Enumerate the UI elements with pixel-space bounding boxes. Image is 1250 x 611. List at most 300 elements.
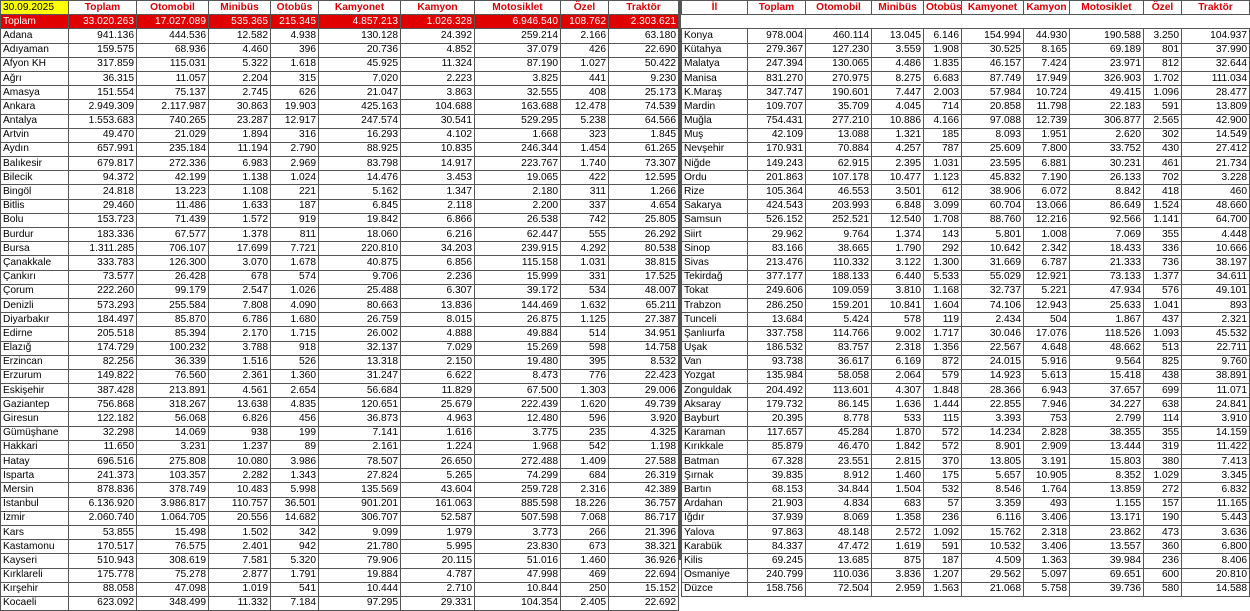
table-row xyxy=(1,284,679,298)
total-cell: 33.020.263 xyxy=(69,15,137,29)
table-row xyxy=(1,426,679,440)
table-row xyxy=(682,327,1250,341)
table-cell: 19.842 xyxy=(319,213,401,227)
table-cell: 444.536 xyxy=(137,29,209,43)
table-cell: 6.845 xyxy=(319,199,401,213)
table-cell: 572 xyxy=(924,440,962,454)
table-cell: 199 xyxy=(271,426,319,440)
table-cell: 25.609 xyxy=(962,142,1024,156)
table-cell: 21.780 xyxy=(319,540,401,554)
province-name: Yozgat xyxy=(682,369,748,383)
table-cell: 14.549 xyxy=(1182,128,1250,142)
table-cell: 12.478 xyxy=(561,100,609,114)
table-cell: 2.405 xyxy=(561,596,609,610)
table-cell: 5.758 xyxy=(1024,582,1070,596)
table-cell: 1.266 xyxy=(609,185,679,199)
table-cell: 598 xyxy=(561,341,609,355)
table-cell: 97.863 xyxy=(748,525,806,539)
table-cell: 3.099 xyxy=(924,199,962,213)
table-cell: 336 xyxy=(1144,242,1182,256)
table-cell: 529.295 xyxy=(475,114,561,128)
table-cell: 3.070 xyxy=(209,256,271,270)
table-cell: 49.739 xyxy=(609,398,679,412)
province-name: Afyon KH xyxy=(1,57,69,71)
table-cell: 787 xyxy=(924,142,962,156)
table-cell: 1.502 xyxy=(209,525,271,539)
table-cell: 1.894 xyxy=(209,128,271,142)
table-cell: 187 xyxy=(271,199,319,213)
table-cell: 2.949.309 xyxy=(69,100,137,114)
table-cell: 2.547 xyxy=(209,284,271,298)
table-cell: 7.020 xyxy=(319,71,401,85)
table-cell: 6.440 xyxy=(872,270,924,284)
table-row xyxy=(1,71,679,85)
table-cell: 6.826 xyxy=(209,412,271,426)
table-cell: 49.884 xyxy=(475,327,561,341)
province-name: Bolu xyxy=(1,213,69,227)
table-cell: 1.715 xyxy=(271,327,319,341)
table-cell: 99.179 xyxy=(137,284,209,298)
total-cell: 4.857.213 xyxy=(319,15,401,29)
table-cell: 175 xyxy=(924,469,962,483)
table-cell: 736 xyxy=(1144,256,1182,270)
table-cell: 1.968 xyxy=(475,440,561,454)
table-row xyxy=(682,483,1250,497)
table-cell: 30.525 xyxy=(962,43,1024,57)
table-cell: 2.003 xyxy=(924,86,962,100)
table-cell: 4.166 xyxy=(924,114,962,128)
table-cell: 26.292 xyxy=(609,228,679,242)
table-cell: 337 xyxy=(561,199,609,213)
table-cell: 250 xyxy=(561,582,609,596)
table-cell: 578 xyxy=(872,313,924,327)
table-row xyxy=(1,412,679,426)
table-cell: 27.412 xyxy=(1182,142,1250,156)
table-cell: 38.197 xyxy=(1182,256,1250,270)
table-cell: 8.406 xyxy=(1182,554,1250,568)
table-cell: 88.760 xyxy=(962,213,1024,227)
table-cell: 32.137 xyxy=(319,341,401,355)
table-cell: 28.477 xyxy=(1182,86,1250,100)
table-cell: 272 xyxy=(1144,483,1182,497)
table-cell: 626 xyxy=(271,86,319,100)
table-cell: 1.019 xyxy=(209,582,271,596)
table-cell: 7.068 xyxy=(561,511,609,525)
table-cell: 107.178 xyxy=(806,171,872,185)
table-row xyxy=(1,384,679,398)
table-cell: 4.963 xyxy=(401,412,475,426)
col-header: Otomobil xyxy=(806,1,872,15)
province-name: Gaziantep xyxy=(1,398,69,412)
table-cell: 5.657 xyxy=(962,469,1024,483)
table-cell: 8.352 xyxy=(1070,469,1144,483)
table-cell: 70.884 xyxy=(806,142,872,156)
table-cell: 10.477 xyxy=(872,171,924,185)
table-cell: 2.815 xyxy=(872,455,924,469)
province-name: Adana xyxy=(1,29,69,43)
table-cell: 740.265 xyxy=(137,114,209,128)
province-name: Tekirdağ xyxy=(682,270,748,284)
table-cell: 21.903 xyxy=(748,497,806,511)
table-cell: 6.146 xyxy=(924,29,962,43)
table-cell: 1.702 xyxy=(1144,71,1182,85)
table-row xyxy=(1,228,679,242)
table-row xyxy=(1,596,679,610)
table-cell: 149.243 xyxy=(748,157,806,171)
table-cell: 542 xyxy=(561,440,609,454)
table-cell: 25.805 xyxy=(609,213,679,227)
table-cell: 15.498 xyxy=(137,525,209,539)
table-cell: 30.046 xyxy=(962,327,1024,341)
table-cell: 3.636 xyxy=(1182,525,1250,539)
table-cell: 7.413 xyxy=(1182,455,1250,469)
table-cell: 84.337 xyxy=(748,540,806,554)
table-cell: 5.998 xyxy=(271,483,319,497)
table-cell: 11.422 xyxy=(1182,440,1250,454)
table-cell: 11.071 xyxy=(1182,384,1250,398)
province-name: Gümüşhane xyxy=(1,426,69,440)
table-cell: 5.995 xyxy=(401,540,475,554)
table-cell: 3.810 xyxy=(872,284,924,298)
table-cell: 8.778 xyxy=(806,412,872,426)
table-row xyxy=(682,525,1250,539)
table-cell: 6.943 xyxy=(1024,384,1070,398)
col-header: Kamyon xyxy=(1024,1,1070,15)
table-cell: 130.065 xyxy=(806,57,872,71)
table-cell: 3.559 xyxy=(872,43,924,57)
table-cell: 596 xyxy=(561,412,609,426)
table-cell: 9.764 xyxy=(806,228,872,242)
table-cell: 21.396 xyxy=(609,525,679,539)
table-cell: 153.723 xyxy=(69,213,137,227)
province-name: Kırklareli xyxy=(1,568,69,582)
table-cell: 11.057 xyxy=(137,71,209,85)
table-cell: 1.303 xyxy=(561,384,609,398)
table-cell: 14.069 xyxy=(137,426,209,440)
table-cell: 1.029 xyxy=(1144,469,1182,483)
table-cell: 97.295 xyxy=(319,596,401,610)
col-header: Otomobil xyxy=(137,1,209,15)
table-cell: 2.200 xyxy=(475,199,561,213)
table-row xyxy=(1,57,679,71)
table-row xyxy=(1,185,679,199)
table-row xyxy=(1,554,679,568)
table-cell: 1.867 xyxy=(1070,313,1144,327)
table-cell: 37.990 xyxy=(1182,43,1250,57)
table-cell: 76.575 xyxy=(137,540,209,554)
table-cell: 105.364 xyxy=(748,185,806,199)
table-cell: 135.569 xyxy=(319,483,401,497)
table-cell: 26.319 xyxy=(609,469,679,483)
table-cell: 6.856 xyxy=(401,256,475,270)
province-name: Zonguldak xyxy=(682,384,748,398)
table-cell: 1.123 xyxy=(924,171,962,185)
right-spacer-row xyxy=(682,15,1250,29)
table-cell: 83.166 xyxy=(748,242,806,256)
table-cell: 337.758 xyxy=(748,327,806,341)
table-cell: 1.842 xyxy=(872,440,924,454)
table-cell: 38.906 xyxy=(962,185,1024,199)
table-cell: 1.024 xyxy=(271,171,319,185)
table-cell: 34.611 xyxy=(1182,270,1250,284)
table-cell: 39.984 xyxy=(1070,554,1144,568)
table-cell: 213.891 xyxy=(137,384,209,398)
table-cell: 14.588 xyxy=(1182,582,1250,596)
table-cell: 1.454 xyxy=(561,142,609,156)
table-cell: 27.387 xyxy=(609,313,679,327)
table-cell: 2.959 xyxy=(872,582,924,596)
table-cell: 430 xyxy=(1144,142,1182,156)
table-cell: 203.993 xyxy=(806,199,872,213)
table-cell: 49.470 xyxy=(69,128,137,142)
province-name: Sivas xyxy=(682,256,748,270)
table-cell: 10.483 xyxy=(209,483,271,497)
table-cell: 21.734 xyxy=(1182,157,1250,171)
table-cell: 456 xyxy=(271,412,319,426)
table-cell: 10.532 xyxy=(962,540,1024,554)
table-cell: 422 xyxy=(561,171,609,185)
table-cell: 190.588 xyxy=(1070,29,1144,43)
table-row xyxy=(682,369,1250,383)
table-cell: 579 xyxy=(924,369,962,383)
col-header: Motosiklet xyxy=(475,1,561,15)
table-cell: 7.581 xyxy=(209,554,271,568)
table-cell: 1.096 xyxy=(1144,86,1182,100)
right-header-row xyxy=(682,1,1250,15)
province-name: Çankırı xyxy=(1,270,69,284)
table-cell: 1.620 xyxy=(561,398,609,412)
table-cell: 187 xyxy=(924,554,962,568)
table-row xyxy=(1,157,679,171)
table-cell: 302 xyxy=(1144,128,1182,142)
table-cell: 1.460 xyxy=(561,554,609,568)
table-cell: 555 xyxy=(561,228,609,242)
table-cell: 15.762 xyxy=(962,525,1024,539)
table-cell: 1.951 xyxy=(1024,128,1070,142)
table-cell: 115.158 xyxy=(475,256,561,270)
table-cell: 157 xyxy=(1144,497,1182,511)
table-cell: 30.231 xyxy=(1070,157,1144,171)
right-table xyxy=(681,0,1250,597)
table-cell: 901.201 xyxy=(319,497,401,511)
table-cell: 73.133 xyxy=(1070,270,1144,284)
table-cell: 5.320 xyxy=(271,554,319,568)
table-cell: 6.881 xyxy=(1024,157,1070,171)
table-row xyxy=(682,100,1250,114)
table-cell: 109.707 xyxy=(748,100,806,114)
table-row xyxy=(1,213,679,227)
table-cell: 3.345 xyxy=(1182,469,1250,483)
table-cell: 61.265 xyxy=(609,142,679,156)
table-cell: 326.903 xyxy=(1070,71,1144,85)
table-row xyxy=(682,440,1250,454)
table-cell: 2.321 xyxy=(1182,313,1250,327)
table-cell: 26.650 xyxy=(401,455,475,469)
table-cell: 222.439 xyxy=(475,398,561,412)
table-row xyxy=(682,256,1250,270)
table-cell: 5.162 xyxy=(319,185,401,199)
table-cell: 8.473 xyxy=(475,369,561,383)
table-row xyxy=(682,86,1250,100)
table-cell: 5.097 xyxy=(1024,568,1070,582)
table-cell: 22.855 xyxy=(962,398,1024,412)
table-cell: 22.183 xyxy=(1070,100,1144,114)
table-cell: 6.787 xyxy=(1024,256,1070,270)
table-cell: 13.859 xyxy=(1070,483,1144,497)
table-cell: 42.389 xyxy=(609,483,679,497)
table-cell: 115 xyxy=(924,412,962,426)
table-cell: 425.163 xyxy=(319,100,401,114)
table-cell: 31.669 xyxy=(962,256,1024,270)
table-cell: 94.372 xyxy=(69,171,137,185)
table-cell: 49.415 xyxy=(1070,86,1144,100)
table-cell: 32.555 xyxy=(475,86,561,100)
table-cell: 4.852 xyxy=(401,43,475,57)
table-cell: 2.654 xyxy=(271,384,319,398)
col-header: Traktör xyxy=(609,1,679,15)
table-cell: 753 xyxy=(1024,412,1070,426)
table-row xyxy=(1,43,679,57)
table-cell: 2.565 xyxy=(1144,114,1182,128)
table-cell: 6.983 xyxy=(209,157,271,171)
table-cell: 13.066 xyxy=(1024,199,1070,213)
table-cell: 1.237 xyxy=(209,440,271,454)
table-cell: 38.891 xyxy=(1182,369,1250,383)
table-cell: 252.521 xyxy=(806,213,872,227)
table-cell: 5.238 xyxy=(561,114,609,128)
table-cell: 22.694 xyxy=(609,568,679,582)
table-cell: 2.799 xyxy=(1070,412,1144,426)
table-cell: 754.431 xyxy=(748,114,806,128)
table-cell: 22.692 xyxy=(609,596,679,610)
table-cell: 1.041 xyxy=(1144,298,1182,312)
table-cell: 286.250 xyxy=(748,298,806,312)
table-cell: 1.680 xyxy=(271,313,319,327)
table-cell: 135.984 xyxy=(748,369,806,383)
table-cell: 3.122 xyxy=(872,256,924,270)
table-cell: 13.171 xyxy=(1070,511,1144,525)
table-cell: 14.758 xyxy=(609,341,679,355)
table-cell: 1.092 xyxy=(924,525,962,539)
table-cell: 114 xyxy=(1144,412,1182,426)
table-cell: 1.636 xyxy=(872,398,924,412)
table-cell: 38.321 xyxy=(609,540,679,554)
table-cell: 532 xyxy=(924,483,962,497)
table-row xyxy=(1,29,679,43)
table-cell: 6.136.920 xyxy=(69,497,137,511)
table-cell: 4.045 xyxy=(872,100,924,114)
table-cell: 42.109 xyxy=(748,128,806,142)
table-cell: 67.577 xyxy=(137,228,209,242)
province-name: Sinop xyxy=(682,242,748,256)
province-name: Edirne xyxy=(1,327,69,341)
right-table-body xyxy=(682,29,1250,597)
table-cell: 43.604 xyxy=(401,483,475,497)
province-name: Tunceli xyxy=(682,313,748,327)
table-cell: 6.800 xyxy=(1182,540,1250,554)
table-cell: 35.709 xyxy=(806,100,872,114)
table-cell: 1.360 xyxy=(271,369,319,383)
province-name: Konya xyxy=(682,29,748,43)
table-cell: 49.101 xyxy=(1182,284,1250,298)
table-cell: 25.488 xyxy=(319,284,401,298)
table-cell: 1.572 xyxy=(209,213,271,227)
table-cell: 4.787 xyxy=(401,568,475,582)
table-cell: 1.632 xyxy=(561,298,609,312)
table-cell: 103.357 xyxy=(137,469,209,483)
table-row xyxy=(682,213,1250,227)
table-cell: 55.029 xyxy=(962,270,1024,284)
table-cell: 19.480 xyxy=(475,355,561,369)
table-cell: 408 xyxy=(561,86,609,100)
table-cell: 378.749 xyxy=(137,483,209,497)
table-cell: 20.556 xyxy=(209,511,271,525)
table-cell: 17.076 xyxy=(1024,327,1070,341)
table-cell: 2.117.987 xyxy=(137,100,209,114)
table-cell: 14.682 xyxy=(271,511,319,525)
table-cell: 1.093 xyxy=(1144,327,1182,341)
table-cell: 776 xyxy=(561,369,609,383)
province-name: Osmaniye xyxy=(682,568,748,582)
province-name: Kocaeli xyxy=(1,596,69,610)
table-cell: 185 xyxy=(924,128,962,142)
table-cell: 56.068 xyxy=(137,412,209,426)
table-cell: 87.749 xyxy=(962,71,1024,85)
table-cell: 319 xyxy=(1144,440,1182,454)
table-cell: 6.307 xyxy=(401,284,475,298)
province-name: Kayseri xyxy=(1,554,69,568)
table-cell: 3.825 xyxy=(475,71,561,85)
table-row xyxy=(682,412,1250,426)
table-cell: 104.354 xyxy=(475,596,561,610)
col-header: Kamyonet xyxy=(962,1,1024,15)
table-cell: 6.622 xyxy=(401,369,475,383)
table-cell: 37.939 xyxy=(748,511,806,525)
table-cell: 15.152 xyxy=(609,582,679,596)
table-cell: 57 xyxy=(924,497,962,511)
col-header: İl xyxy=(682,1,748,15)
total-cell: 215.345 xyxy=(271,15,319,29)
table-cell: 1.790 xyxy=(872,242,924,256)
table-cell: 47.998 xyxy=(475,568,561,582)
table-cell: 67.500 xyxy=(475,384,561,398)
table-cell: 20.395 xyxy=(748,412,806,426)
table-cell: 2.620 xyxy=(1070,128,1144,142)
table-cell: 26.133 xyxy=(1070,171,1144,185)
table-cell: 255.584 xyxy=(137,298,209,312)
table-cell: 2.710 xyxy=(401,582,475,596)
table-cell: 235 xyxy=(561,426,609,440)
table-cell: 10.905 xyxy=(1024,469,1070,483)
province-name: Çanakkale xyxy=(1,256,69,270)
table-cell: 16.293 xyxy=(319,128,401,142)
table-cell: 17.949 xyxy=(1024,71,1070,85)
table-cell: 27.588 xyxy=(609,455,679,469)
table-cell: 259.214 xyxy=(475,29,561,43)
table-cell: 144.469 xyxy=(475,298,561,312)
table-cell: 3.359 xyxy=(962,497,1024,511)
table-cell: 79.906 xyxy=(319,554,401,568)
province-name: Van xyxy=(682,355,748,369)
table-cell: 46.553 xyxy=(806,185,872,199)
table-row xyxy=(682,157,1250,171)
table-cell: 25.173 xyxy=(609,86,679,100)
table-cell: 9.564 xyxy=(1070,355,1144,369)
table-cell: 323 xyxy=(561,128,609,142)
table-cell: 919 xyxy=(271,213,319,227)
col-header: Kamyonet xyxy=(319,1,401,15)
province-name: Hakkari xyxy=(1,440,69,454)
